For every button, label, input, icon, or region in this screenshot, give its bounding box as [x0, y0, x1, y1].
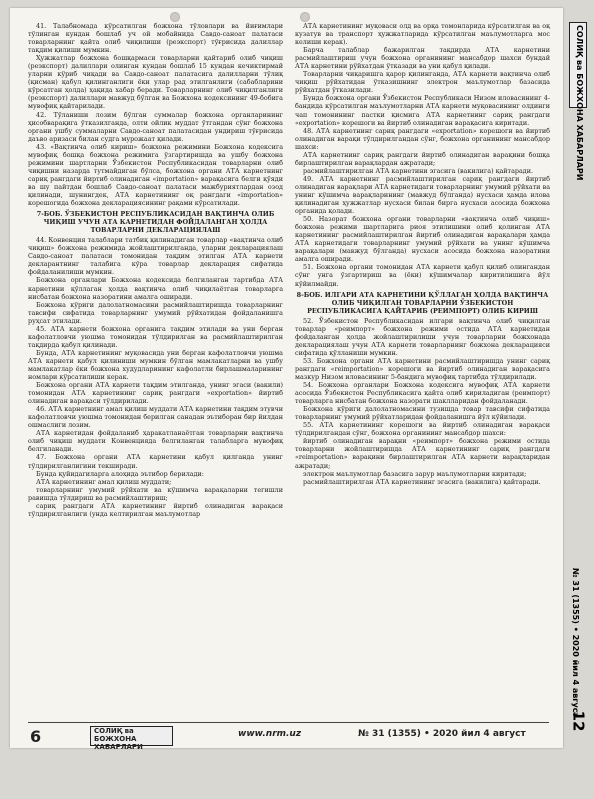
paragraph: 53. Божхона органи АТА карнетини расмийлаштиришда унинг сариқ рангдаги «reimportation» корешоги ва йиртиб олинадиган варақасига мазкур Низом иловасининг 5-бандига мувофиқ тартибда тўлдирилади.: [295, 356, 550, 382]
masthead-logo: СОЛИҚ ва БОЖХОНА ХАБАРЛАРИ: [90, 726, 173, 746]
spine-issue-info: № 31 (1355) • 2020 йил 4 август: [571, 568, 580, 718]
paragraph: 43. «Вақтинча олиб кириш» божхона режимини Божхона кодексига мувофиқ бошқа божхона режимига ўзгартиришда ва ушбу божхона режимини шартларни Ўзбекистон Республикасидан товарларни олиб чиқишни назарда тутмайдиган бўлса, божхона органи АТА карнетнинг сариқ рангдаги йиртиб олинадиган «importation» варақасига белги қўяди ва шу пайтдан бошлаб Савдо-саноат палатаси мажбуриятлардан озод қилинади, шунингдек, АТА карнетининг оқ рангдаги «importation» корешогида божхона декларациясининг рақами кўрсатилади.: [28, 142, 283, 208]
spine-logo: [569, 22, 587, 181]
paragraph: 55. АТА карнетининг корешоги ва йиртиб олинадиган варақаси тўлдирилгандан сўнг, божхона органининг мансабдор шахси:: [295, 421, 550, 438]
paragraph: электрон маълумотлар базасига зарур маълумотларни киритади;: [303, 469, 527, 478]
paragraph: йиртиб олинадиган варақни «реимпорт» божхона режими остида товарларни жойлаштиришда АТА карнетининг сариқ рангдаги «reimportation» варақини бирлаштирилган АТА карнети варақларидан ажратади;: [295, 437, 550, 470]
paragraph: Бунда, АТА карнетининг муқовасида уни берган кафолатловчи уюшма АТА карнети қабул қилиниши мумкин бўлган мамлакатларни ва ушбу мамлакатлар ёки божхона худудларининг кафолатли бирлашмаларининг номлари кўрсатилиши керак.: [28, 348, 283, 382]
paragraph: Барча талаблар бажарилган тақдирда АТА карнетини расмийлаштириш учун божхона органининг мансабдор шахси бундай АТА карнетини рўйхатдан ўтказади ва уни қабул қилади.: [295, 46, 550, 71]
spine: [566, 8, 590, 748]
paragraph: Ҳужжатлар божхона бошқармаси товарларни қайтариб олиб чиқиш (реэкспорт) далиллари олинган кундан бошлаб 15 кундан кечиктирмай уларни кўриб чиқади ва Савдо-саноат палатасига далилларни тўлиқ (қисман) қабул қилинганлиги ёки улар рад этилганлиги (сабабларини кўрсатган ҳолда) ҳақида хабар беради. Товарларнинг олиб чиқилганлиги (реэкспорт) далиллари мавжуд бўлган ва Божхона кодексининг 49-бобига мувофиқ қайтарилади.: [28, 54, 283, 111]
paragraph: 44. Конвенция талаблари татбиқ қилинадиган товарлар «вақтинча олиб чиқиш» божхона режимида жойлаштирилганда, уларни декларациялаш Савдо-саноат палатаси томонидан тақдим этилган АТА карнети декларантнинг талабига кўра товарлар декларация сифатида фойдаланилиши мумкин.: [28, 236, 283, 277]
paragraph: 45. АТА карнети божхона органига тақдим этилади ва уни берган кафолатловчи уюшма томонидан тўлдирилган ва расмийлаштирилган тақдирда қабул қилинади.: [28, 324, 283, 349]
paragraph: Божхона кўриги далолатномасини расмийлаштиришда товарларнинг тавсифи сифатида товарларнинг умумий рўйхатидан фойдаланишга руҳсат этилади.: [28, 300, 283, 325]
punch-hole: [170, 12, 180, 22]
paragraph: 42. Тўланиши лозим бўлган суммалар божхона органларининг ҳисобварақига ўтказилганда, олти ойлик муддат ўтгандан сўнг божхона органи ушбу суммаларни Савдо-саноат палатасидан ундириш тўғрисида даъво аризаси билан судга мурожаат қилади.: [28, 110, 283, 143]
paragraph: Бунда қуйидагиларга алоҳида эътибор берилади:: [36, 469, 204, 478]
paragraph: Бунда божхона органи Ўзбекистон Республикаси Низом иловасининг 4-бандида кўрсатилган маълумотларни АТА карнети муқовасининг олдинги чап томонининг пастки қисмига АТА карнетнинг сариқ рангдаги «exportation» корешоги ва йиртиб олинадиган варақасига киритади.: [295, 94, 550, 127]
paragraph: товарларнинг умумий рўйхати ва кўшимча варақаларни тегишли равишда тўлдириш ва расмийлаштириш;: [28, 485, 283, 502]
page-footer: [28, 722, 549, 751]
paragraph: 48. АТА карнетнинг сариқ рангдаги «exportation» корешоги ва йиртиб олинадиган варақи тўлдирилгандан сўнг, божхона органининг мансабдор шахси:: [295, 126, 550, 151]
paragraph: 41. Талабномада кўрсатилган божхона тўловлари ва йиғимлари тўлинган кундан бошлаб уч ой мобайнида Савдо-саноат палатаси товарларнинг қайта олиб чиқилиши (реэкспорт) тўғрисида далиллар тақдим қилиши мумкин.: [28, 22, 283, 55]
paragraph: 50. Назорат божхона органи товарларни «вақтинча олиб чиқиш» божхона режими шартларига риоя этилишини олиб қолинган АТА карнетининг расмийлаштирилган йиртиб олинадиган варақалари ҳамда АТА карнетидаги товарларнинг умумий рўйхати ва унинг кўшимча варақалари (мавжуд бўлганда) нусхаси асосида божхона назоратини амалга оширади.: [295, 215, 550, 264]
paragraph: Божхона органлари Божхона кодексида белгиланган тартибда АТА карнетини қўллаган ҳолда вақтинча олиб чиқилаётган товарларга нисбатан божхона назоратини амалга оширади.: [28, 276, 283, 301]
paragraph: 47. Божхона органи АТА карнетини қабул қилганда унинг тўлдирилганлигини текширади.: [28, 453, 283, 470]
punch-hole: [300, 12, 310, 22]
paragraph: Божхона кўриги далолатномасини тузишда товар тавсифи сифатида товарларнинг умумий рўйхатларидан фойдаланишга йўл кўйилади.: [295, 405, 550, 422]
paragraph: Товарларни чиқаришга қарор қилинганда, АТА карнети вақтинча олиб чиқиш рўйхатидан ўтказишнинг электрон маълумотлар базасида рўйхатдан ўтказилади.: [295, 70, 550, 95]
site-url: www.nrm.uz: [238, 729, 302, 739]
issue-info: № 31 (1355) • 2020 йил 4 август: [358, 729, 526, 739]
newspaper-page: [10, 8, 563, 751]
paragraph: сариқ рангдаги АТА карнетининг йиртиб олинадиган варақаси тўлдирилганлиги (унда келтирилган маълумотлар: [28, 501, 283, 518]
paragraph: Божхона органи АТА карнети тақдим этилганда, унинг эгаси (вакили) томонидан АТА карнетининг сариқ рангдаги «exportation» йиртиб олинадиган варақаси тўлдирилади.: [28, 381, 283, 406]
page-number: 6: [30, 727, 42, 746]
paragraph: расмийлаштирилган АТА карнетининг эгасига (вакилига) қайтаради.: [303, 477, 541, 486]
paragraph: АТА карнетнинг сариқ рангдаги йиртиб олинадиган варақини бошқа бирлаштирилган варақлардан ажратади;: [295, 150, 550, 167]
paragraph: 49. АТА карнетнинг расмийлаштирилган сариқ рангдаги йиртиб олинадиган варақлари АТА карнетидаги товарларнинг умумий рўйхати ва унинг кўшимча варақларининг (мавжуд бўлганда) нусхаси ҳамда илова қилинадиган ҳужжатлар нусхаси билан бирга нусхаси асосида божхона органида қолади.: [295, 174, 550, 216]
paragraph: 54. Божхона органлари Божхона кодексига мувофиқ АТА карнети асосида Ўзбекистон Республикасига қайта олиб кириладиган (реимпорт) товарларга нисбатан божхона назорати шаклларидан фойдаланади.: [295, 381, 550, 406]
section-heading: 7-БОБ. ЎЗБЕКИСТОН РЕСПУБЛИКАСИДАН ВАҚТИНЧА ОЛИБ ЧИҚИШ УЧУН АТА КАРНЕТИДАН ФОЙДАЛАНГАН ҲОЛДА ТОВАРЛАРНИ ДЕКЛАРАЦИЯЛАШ: [36, 210, 275, 235]
spine-page-number: 12: [569, 710, 588, 732]
paragraph: АТА карнетидан фойдаланиб ҳаракатланаётган товарларни вақтинча олиб чиқиш муддати Конвенцияда белгиланган талабларга мувофиқ белгиланади.: [28, 429, 283, 454]
right-column: [295, 22, 550, 486]
paragraph: АТА карнетининг муқоваси олд ва орқа томонларида кўрсатилган ва оқ кузатув ва транспорт ҳужжатларида кўрсатилган маълумотларга мос келиши керак).: [295, 22, 550, 47]
paragraph: 46. АТА карнетнинг амал қилиш муддати АТА карнетини тақдим этувчи кафолатловчи уюшма томонидан берилган санадан эътиборан бир йилдан ошмаслиги лозим.: [28, 405, 283, 430]
paragraph: расмийлаштирилган АТА карнетини эгасига (вакилига) қайтаради.: [303, 166, 534, 175]
spine-logo-text: СОЛИҚ ва БОЖХОНА ХАБАРЛАРИ: [575, 25, 584, 181]
left-column: [28, 22, 283, 518]
paragraph: 51. Божхона органи томонидан АТА карнети қабул қилиб олингандан сўнг унга ўзгартириш ва (ёки) кўшимчалар киритилишига йўл кўйилмайди.: [295, 263, 550, 288]
paragraph: 52. Ўзбекистон Республикасидан илгари вақтинча олиб чиқилган товарлар «реимпорт» божхона режими остида АТА карнетидан фойдаланган ҳолда жойлаштирилиши учун товарларни божхонада декларациялаш учун АТА карнети товарларнинг божхона декларацияси сифатида қўлланиши мумкин.: [295, 316, 550, 357]
paragraph: АТА карнетининг амал қилиш муддати;: [36, 477, 172, 486]
section-heading: 8-БОБ. ИЛГАРИ АТА КАРНЕТИНИ ҚЎЛЛАГАН ҲОЛДА ВАҚТИНЧА ОЛИБ ЧИҚИЛГАН ТОВАРЛАРНИ ЎЗБЕКИСТОН РЕСПУБЛИКАСИГА ҚАЙТАРИБ (РЕИМПОРТ) ОЛИБ КИРИШ: [296, 290, 549, 315]
